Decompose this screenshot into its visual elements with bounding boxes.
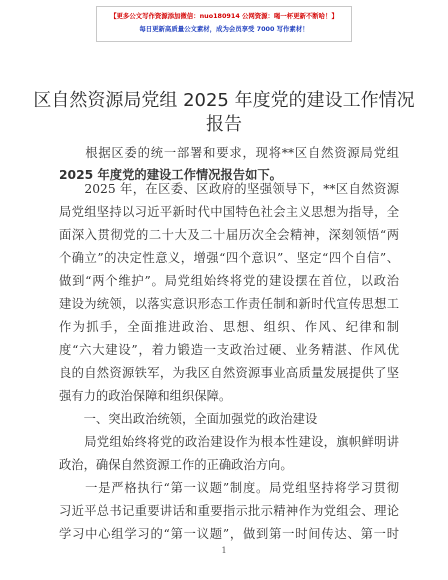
body-line: 作为抓手，全面推进政治、思想、组织、作风、纪律和制 — [59, 320, 399, 334]
body-line: 2025 年，在区委、区政府的坚强领导下，**区自然资源 — [59, 182, 399, 196]
body-line: 一是严格执行“第一议题”制度。局党组坚持将学习贯彻 — [59, 481, 399, 495]
document-title-line-2: 报告 — [206, 114, 242, 135]
body-line: 建设为统领，以落实意识形态工作责任制和新时代宣传思想工 — [59, 297, 399, 311]
body-line: 良的自然资源铁军，为我区自然资源事业高质量发展提供了坚 — [59, 366, 399, 380]
body-line: 强有力的政治保障和组织保障。 — [59, 389, 232, 403]
body-line: 政治，确保自然资源工作的正确政治方向。 — [59, 458, 293, 472]
body-line: 局党组始终将党的政治建设作为根本性建设，旗帜鲜明讲 — [59, 435, 399, 449]
section-heading: 一、突出政治统领，全面加强党的政治建设 — [59, 412, 318, 426]
body-line: 根据区委的统一部署和要求，现将**区自然资源局党组 — [59, 146, 399, 160]
promo-banner-line-2: 每日更新高质量公文素材，成为会员享受 7000 写作素材！ — [139, 25, 309, 33]
body-line: 2025 年度党的建设工作情况报告如下。 — [59, 168, 282, 182]
body-line: 局党组坚持以习近平新时代中国特色社会主义思想为指导，全 — [59, 205, 399, 219]
promo-banner — [96, 6, 352, 42]
document-title-line-1: 区自然资源局党组 2025 年度党的建设工作情况 — [33, 90, 415, 111]
body-line: 做到“两个维护”。局党组始终将党的建设摆在首位，以政治 — [59, 274, 399, 288]
body-line: 度“六大建设”，着力锻造一支政治过硬、业务精湛、作风优 — [59, 343, 399, 357]
body-line: 面深入贯彻党的二十大及二十届历次全会精神，深刻领悟“两 — [59, 228, 399, 242]
page-number: 1 — [221, 546, 227, 555]
body-line: 习近平总书记重要讲话和重要指示批示精神作为党组会、理论 — [59, 504, 399, 518]
body-line: 个确立”的决定性意义，增强“四个意识”、坚定“四个自信”、 — [59, 251, 399, 265]
body-line: 学习中心组学习的“第一议题”，做到第一时间传达、第一时 — [59, 527, 399, 541]
promo-banner-line-1: 【更多公文写作资源添加微信：nuo180914 公网资源：喝一杯更新不断哈！】 — [110, 12, 338, 20]
